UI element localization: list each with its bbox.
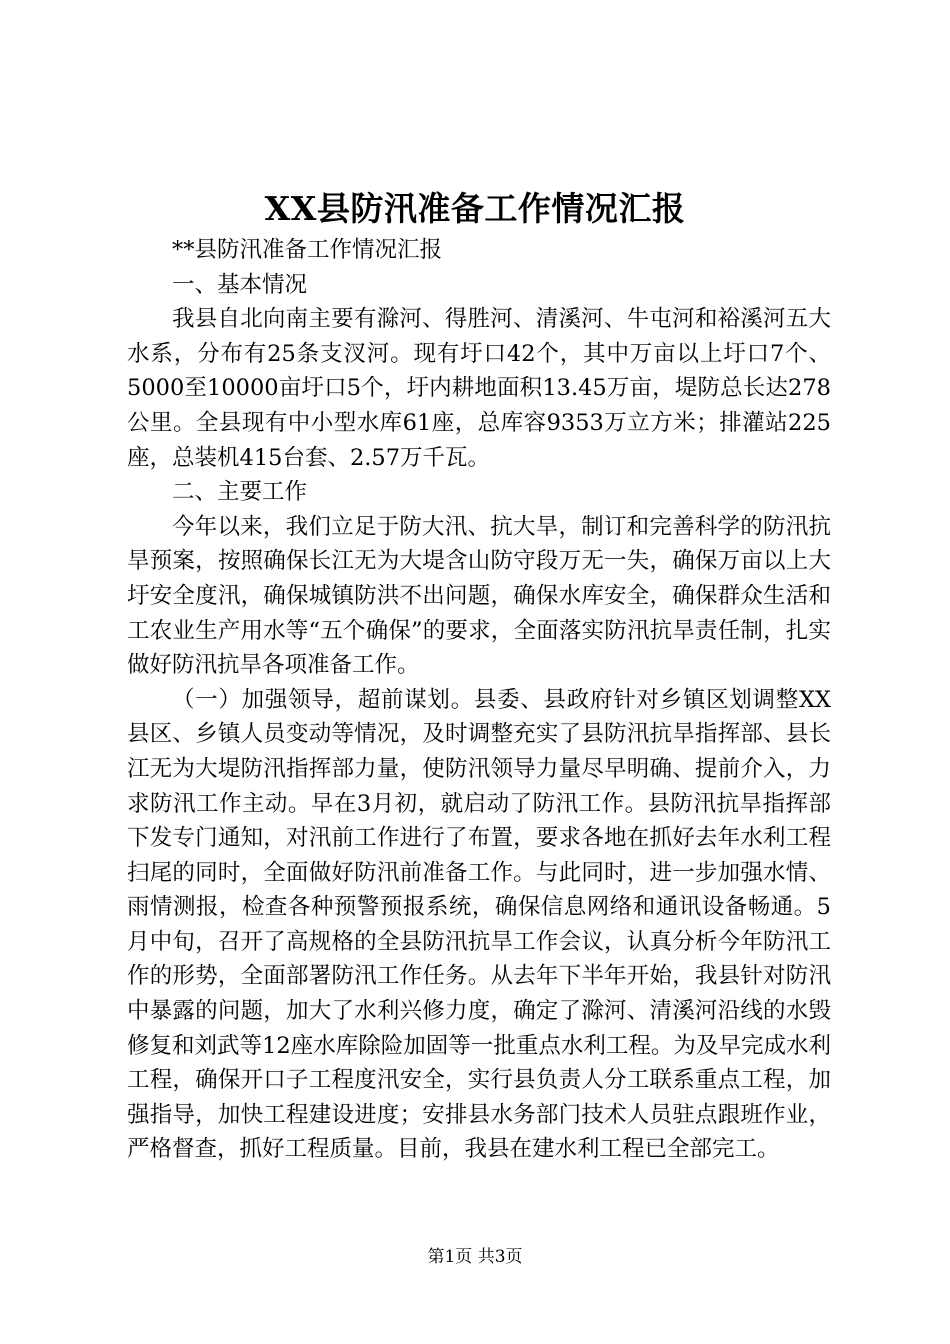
paragraph-basic-situation: 我县自北向南主要有滁河、得胜河、清溪河、牛屯河和裕溪河五大水系，分布有25条支汊河。现有圩口42个，其中万亩以上圩口7个、5000至10000亩圩口5个，圩内耕地面积13.45万亩，堤防总长达278公里。全县现有中小型水库61座，总库容9353万立方米；排灌站225座，总装机415台套、2.57万千瓦。 <box>127 306 831 471</box>
document-body <box>127 233 831 1167</box>
page-footer: 第1页 共3页 <box>427 1247 523 1267</box>
section-heading-basic-situation: 一、基本情况 <box>172 271 308 298</box>
paragraph-leadership-planning: （一）加强领导，超前谋划。县委、县政府针对乡镇区划调整XX县区、乡镇人员变动等情况，及时调整充实了县防汛抗旱指挥部、县长江无为大堤防汛指挥部力量，使防汛领导力量尽早明确、提前介入，力求防汛工作主动。早在3月初，就启动了防汛工作。县防汛抗旱指挥部下发专门通知，对汛前工作进行了布置，要求各地在抓好去年水利工程扫尾的同时，全面做好防汛前准备工作。与此同时，进一步加强水情、雨情测报，检查各种预警预报系统，确保信息网络和通讯设备畅通。5月中旬，召开了高规格的全县防汛抗旱工作会议，认真分析今年防汛工作的形势，全面部署防汛工作任务。从去年下半年开始，我县针对防汛中暴露的问题，加大了水利兴修力度，确定了滁河、清溪河沿线的水毁修复和刘武等12座水库除险加固等一批重点水利工程。为及早完成水利工程，确保开口子工程度汛安全，实行县负责人分工联系重点工程，加强指导，加快工程建设进度；安排县水务部门技术人员驻点跟班作业，严格督查，抓好工程质量。目前，我县在建水利工程已全部完工。 <box>127 686 831 1163</box>
document-title: XX县防汛准备工作情况汇报 <box>264 189 686 228</box>
section-heading-main-work: 二、主要工作 <box>172 479 308 506</box>
paragraph-main-work: 今年以来，我们立足于防大汛、抗大旱，制订和完善科学的防汛抗旱预案，按照确保长江无为大堤含山防守段万无一失，确保万亩以上大圩安全度汛，确保城镇防洪不出问题，确保水库安全，确保群众生活和工农业生产用水等“五个确保”的要求，全面落实防汛抗旱责任制，扎实做好防汛抗旱各项准备工作。 <box>127 513 831 679</box>
subtitle-paragraph: **县防汛准备工作情况汇报 <box>172 237 443 263</box>
